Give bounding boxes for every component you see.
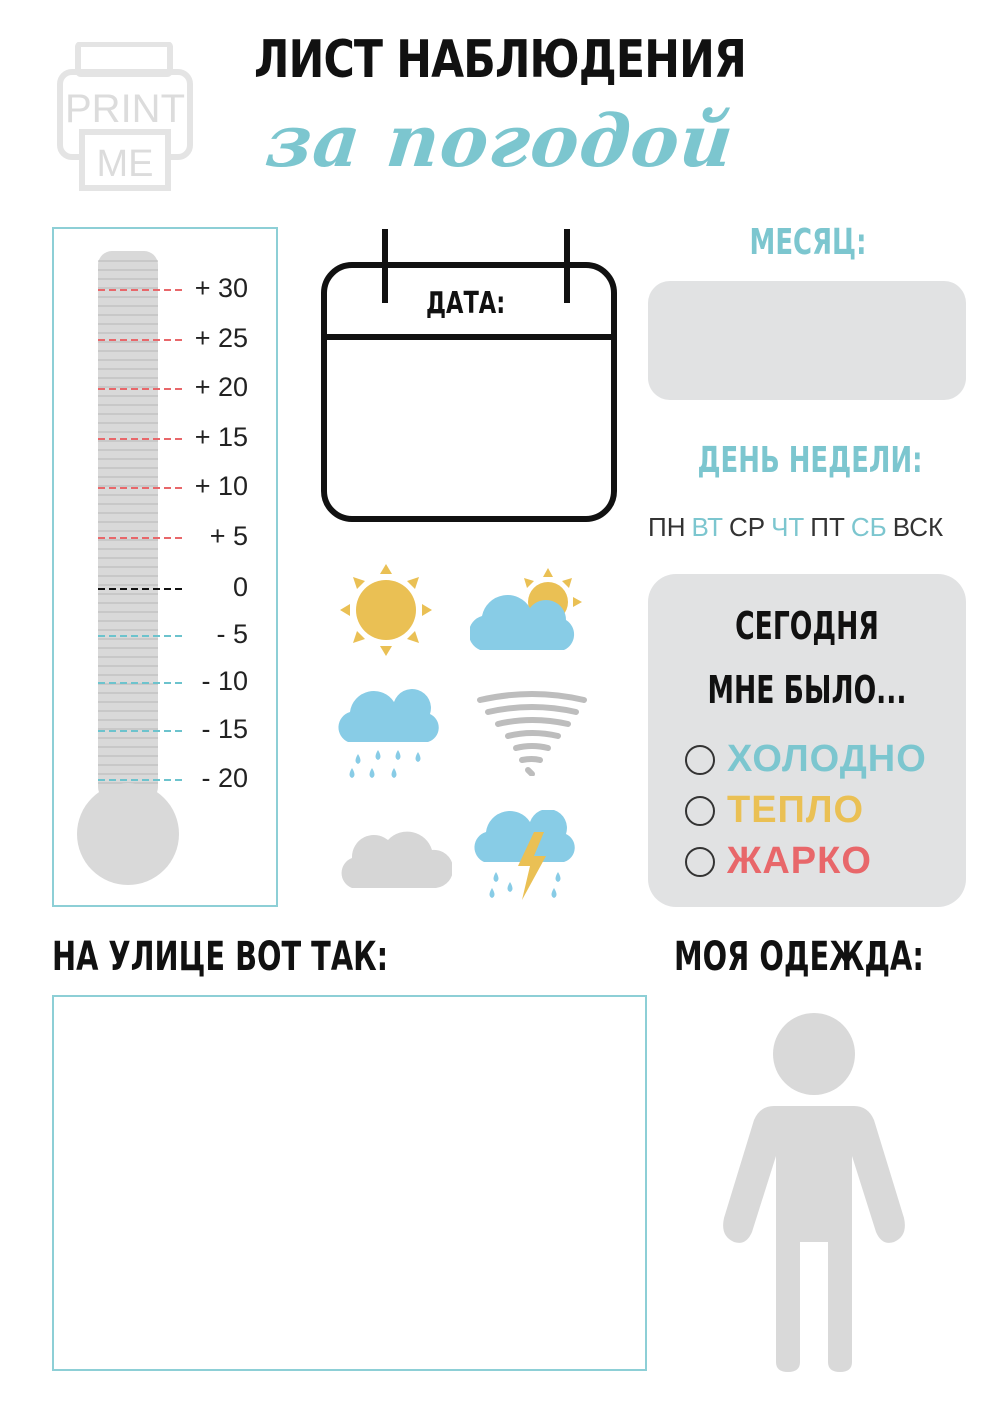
- thermometer-tick-label: - 5: [216, 619, 248, 649]
- option-cold-label: ХОЛОДНО: [727, 738, 927, 780]
- option-warm-circle[interactable]: [685, 796, 715, 826]
- option-hot-label: ЖАРКО: [727, 840, 872, 882]
- date-label: ДАТА:: [426, 286, 506, 321]
- print-me-logo: [56, 42, 196, 192]
- thermometer-tick-label: + 20: [194, 372, 248, 402]
- weekday-options: [648, 512, 978, 543]
- thermometer-tick-label: + 25: [194, 323, 248, 353]
- weekday-option[interactable]: ПТ: [810, 512, 845, 542]
- option-hot[interactable]: [685, 840, 872, 883]
- option-hot-circle[interactable]: [685, 847, 715, 877]
- option-warm[interactable]: [685, 789, 864, 832]
- weekday-option[interactable]: ЧТ: [771, 512, 805, 542]
- sun-icon[interactable]: [338, 562, 434, 658]
- weekday-option[interactable]: СР: [728, 512, 766, 542]
- person-figure[interactable]: [718, 1010, 908, 1372]
- rain-cloud-icon[interactable]: [338, 689, 438, 778]
- page-title: ЛИСТ НАБЛЮДЕНИЯ: [254, 30, 746, 90]
- clothes-label: МОЯ ОДЕЖДА:: [674, 934, 924, 980]
- thermometer-tick-label: - 20: [201, 763, 248, 793]
- thunderstorm-icon[interactable]: [474, 810, 586, 904]
- feeling-title-line1: СЕГОДНЯ: [735, 604, 879, 648]
- thermometer-tick-label: 0: [232, 572, 248, 602]
- weekday-option[interactable]: СБ: [850, 512, 887, 542]
- logo-text-print: PRINT: [65, 87, 185, 131]
- option-warm-label: ТЕПЛО: [727, 789, 865, 831]
- page-subtitle: за погодой: [262, 98, 738, 183]
- calendar-icon: [318, 225, 620, 527]
- weekday-option[interactable]: ВСК: [892, 512, 944, 542]
- weekday-option[interactable]: ВТ: [691, 512, 723, 542]
- thermometer-tick-label: + 5: [209, 521, 248, 551]
- thermometer-tick-label: + 15: [194, 422, 248, 452]
- sun-behind-cloud-icon[interactable]: [470, 566, 584, 656]
- option-cold[interactable]: [685, 738, 927, 781]
- thermometer-tick-label: - 15: [201, 714, 248, 744]
- outside-drawing-box[interactable]: [52, 995, 647, 1371]
- weekday-label: ДЕНЬ НЕДЕЛИ:: [697, 440, 923, 481]
- feeling-title-line2: МНЕ БЫЛО...: [707, 668, 907, 712]
- cloud-icon[interactable]: [338, 814, 452, 896]
- thermometer-tick-label: + 30: [194, 273, 248, 303]
- tornado-icon[interactable]: [476, 690, 588, 776]
- option-cold-circle[interactable]: [685, 745, 715, 775]
- month-input-box[interactable]: [648, 281, 966, 400]
- month-label: МЕСЯЦ:: [749, 222, 867, 263]
- logo-text-me: ME: [96, 143, 154, 185]
- thermometer-tick-label: - 10: [201, 666, 248, 696]
- outside-label: НА УЛИЦЕ ВОТ ТАК:: [52, 934, 389, 980]
- thermometer-tick-label: + 10: [194, 471, 248, 501]
- weekday-option[interactable]: ПН: [648, 512, 686, 542]
